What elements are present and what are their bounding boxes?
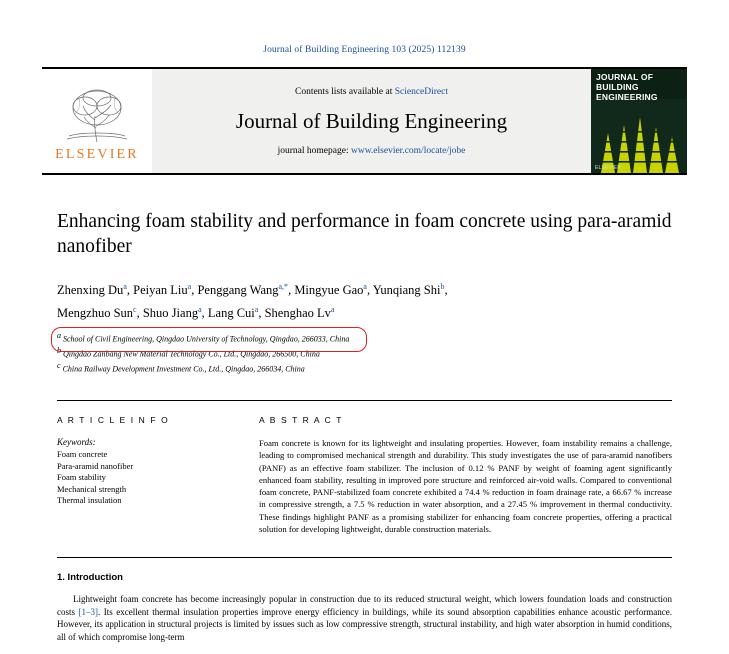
article-info-abstract	[57, 400, 672, 535]
author: Mingyue Gao$^a$,	[294, 282, 373, 298]
keyword-item: Para-aramid nanofiber	[57, 460, 134, 471]
affiliation-mark: b	[57, 345, 61, 355]
author-name: Lang Cui	[207, 306, 255, 321]
running-head: Journal of Building Engineering 103 (2025) 112139	[263, 45, 466, 55]
contents-prefix: Contents lists available at	[294, 86, 395, 97]
author: Penggang Wang$^{a,*}$,	[197, 282, 295, 298]
sciencedirect-link[interactable]: ScienceDirect	[394, 86, 448, 97]
author-affiliation-mark: a	[254, 305, 259, 315]
affiliation-mark: c	[57, 360, 61, 370]
author-name: Yunqiang Shi	[372, 283, 441, 298]
author: Yunqiang Shi$^b$,	[372, 282, 448, 298]
article-info-column	[57, 415, 225, 535]
title-block	[57, 209, 672, 374]
affiliation-text: Qingdao Zanbang New Material Technology Co., Ltd., Qingdao, 266500, China	[63, 349, 320, 359]
cover-title: JOURNAL OF BUILDING ENGINEERING	[596, 72, 658, 102]
author-name: Penggang Wang	[197, 283, 279, 298]
affiliation-item	[57, 345, 672, 360]
keywords-label: Keywords:	[57, 437, 96, 448]
elsevier-tree-icon	[61, 84, 133, 146]
section-heading-introduction: 1. Introduction	[57, 571, 123, 583]
author-name: Peiyan Liu	[133, 283, 188, 298]
cover-publisher: ELSEVIER	[595, 165, 622, 171]
author: Zhenxing Du$^a$,	[57, 282, 134, 298]
keywords-list	[57, 449, 225, 507]
contents-line	[295, 87, 448, 97]
author-name: Shenghao Lv	[264, 306, 331, 321]
author-name: Mingyue Gao	[294, 283, 364, 298]
journal-cover-image	[591, 69, 687, 173]
author-affiliation-mark: c	[133, 305, 137, 315]
author: Peiyan Liu$^a$,	[133, 282, 198, 298]
journal-homepage-link[interactable]: www.elsevier.com/locate/jobe	[350, 145, 466, 156]
author-name: Zhenxing Du	[57, 283, 124, 298]
keyword-item: Foam stability	[57, 472, 106, 483]
masthead-center	[152, 69, 591, 173]
homepage-prefix: journal homepage:	[277, 145, 351, 156]
abstract-heading: A B S T R A C T	[259, 415, 344, 426]
abstract-text: Foam concrete is known for its lightweight and insulating properties. However, foam instability remains a challenge, leading to compromised mechanical strength and durability. This study investigates the use of para-aramid nanofibers (PANF) as an effective foam stabilizer. The inclusion of 0.12 % PANF by weight of foaming agent significantly enhanced foam stability, resulting in improved pore structure and reinforced air-void walls. Compared to conventional foam concrete, PANF-stabilized foam concrete exhibited a 74.4 % reduction in foam drainage rate, a 66.67 % increase in compressive strength, a 7.5 % reduction in water absorption, and a 27.45 % improvement in thermal conductivity. These findings highlight PANF as a promising stabilizer for enhancing foam concrete properties, offering a practical solution for developing lightweight, durable construction materials.	[259, 438, 672, 534]
affiliation-item	[57, 330, 672, 345]
affiliation-text: China Railway Development Investment Co., Ltd., Qingdao, 266034, China	[62, 364, 305, 374]
keyword-item: Foam concrete	[57, 449, 108, 460]
author-affiliation-mark: a	[187, 282, 192, 291]
author-affiliation-mark: b	[440, 282, 445, 291]
author	[265, 306, 335, 320]
section-divider	[57, 557, 672, 558]
author-affiliation-mark: a	[123, 282, 127, 291]
keyword-item: Thermal insulation	[57, 495, 122, 506]
author-affiliation-mark: a	[198, 305, 202, 315]
affiliation-item	[57, 360, 672, 375]
author: Shuo Jiang$^a$,	[142, 305, 208, 321]
citation-link[interactable]: [1–3]	[78, 606, 98, 617]
publisher-logo	[42, 69, 152, 173]
publisher-name: ELSEVIER	[55, 146, 139, 162]
author-affiliation-mark: a	[330, 305, 335, 315]
keyword-item: Mechanical strength	[57, 483, 127, 494]
homepage-line	[278, 146, 466, 156]
affiliation-list	[57, 330, 672, 374]
article-info-heading: A R T I C L E I N F O	[57, 415, 170, 426]
author: Mengzhuo Sun$^c$,	[57, 305, 143, 321]
author-affiliation-mark: a	[363, 282, 367, 291]
affiliation-text: School of Civil Engineering, Qingdao University of Technology, Qingdao, 266033, China	[63, 334, 350, 344]
abstract-column	[259, 415, 672, 535]
paragraph-part: . Its excellent thermal insulation properties improve energy efficiency in buildings, while its sound absorption capabilities enhance acoustic performance. However, its application in structural projects is limited by issues such as low compressive strength, structural instability, and high water absorption in humid conditions, all of which compromise long-term	[57, 606, 672, 642]
journal-title: Journal of Building Engineering	[235, 108, 508, 133]
page-title: Enhancing foam stability and performance in foam concrete using para-aramid nanofiber	[57, 211, 672, 257]
affiliation-mark: a	[57, 331, 61, 341]
paragraph-part: Lightweight foam concrete has become increasingly popular in construction due to its reduced structural weight, which lowers foundation loads and construction costs	[57, 593, 672, 617]
journal-masthead	[42, 67, 687, 175]
author-name: Mengzhuo Sun	[57, 306, 134, 321]
body-paragraph	[57, 593, 672, 643]
author-name: Shuo Jiang	[142, 306, 199, 321]
author-list	[57, 277, 672, 323]
author: Lang Cui$^a$,	[207, 305, 265, 321]
author-affiliation-mark: a,*	[278, 282, 289, 291]
